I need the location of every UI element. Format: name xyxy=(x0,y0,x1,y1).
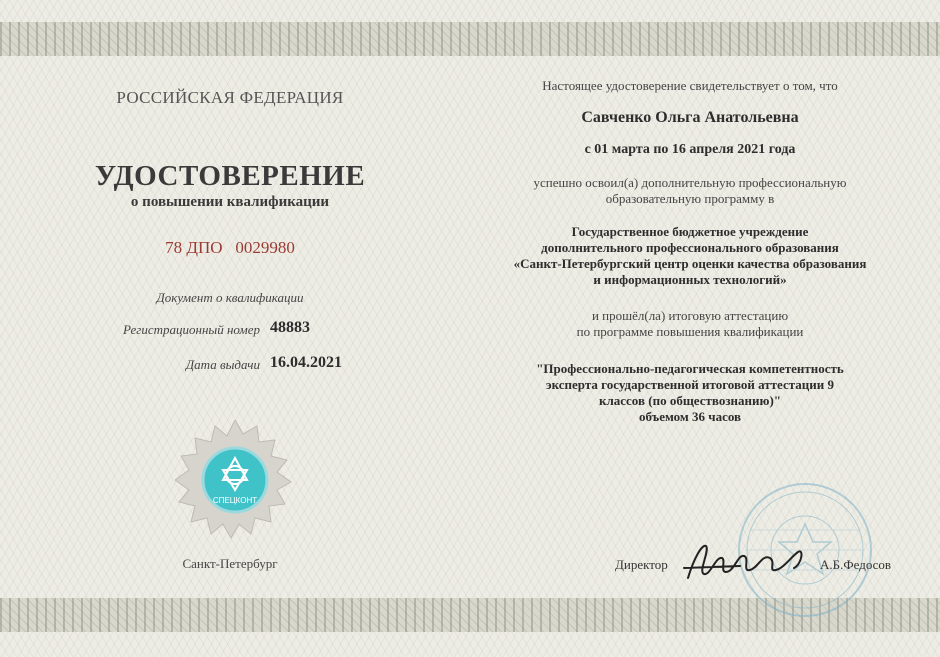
document-subtitle: о повышении квалификации xyxy=(130,194,330,210)
attestation-line-2: по программе повышения квалификации xyxy=(576,324,804,339)
intro-text: Настоящее удостоверение свидетельствует о том, что xyxy=(542,78,838,93)
city: Санкт-Петербург xyxy=(182,556,278,571)
document-title: УДОСТОВЕРЕНИЕ xyxy=(94,160,366,192)
issue-date-label: Дата выдачи xyxy=(185,357,260,372)
top-ornamental-border xyxy=(0,22,940,56)
director-signature xyxy=(680,538,820,588)
organization-line-4: и информационных технологий» xyxy=(593,272,787,287)
mastered-line-2: образовательную программу в xyxy=(605,191,775,206)
organization-line-2: дополнительного профессионального образования xyxy=(541,240,839,255)
hologram-seal-icon xyxy=(175,420,295,540)
qualification-label: Документ о квалификации xyxy=(156,290,304,305)
series-number: 78 ДПО 0029980 xyxy=(165,238,295,257)
program-hours: объемом 36 часов xyxy=(638,409,742,424)
program-line-2: эксперта государственной итоговой аттестации 9 xyxy=(545,377,835,392)
program-line-1: "Профессионально-педагогическая компетентность xyxy=(536,361,844,376)
study-period: с 01 марта по 16 апреля 2021 года xyxy=(584,142,796,157)
director-name: А.Б.Федосов xyxy=(820,557,892,572)
program-line-3: классов (по обществознанию)" xyxy=(598,393,781,408)
recipient-name: Савченко Ольга Анатольевна xyxy=(581,109,799,126)
issue-date: 16.04.2021 xyxy=(270,354,342,371)
attestation-line-1: и прошёл(ла) итоговую аттестацию xyxy=(591,308,789,323)
seal-text: СПЕЦКОНТ xyxy=(212,496,258,505)
country-name: РОССИЙСКАЯ ФЕДЕРАЦИЯ xyxy=(116,88,344,107)
director-label: Директор xyxy=(615,557,668,572)
registration-number-label: Регистрационный номер xyxy=(123,322,260,337)
organization-line-1: Государственное бюджетное учреждение xyxy=(571,224,809,239)
registration-number: 48883 xyxy=(270,319,310,336)
mastered-line-1: успешно освоил(а) дополнительную профессиональную xyxy=(533,175,847,190)
organization-line-3: «Санкт-Петербургский центр оценки качества образования xyxy=(513,256,867,271)
